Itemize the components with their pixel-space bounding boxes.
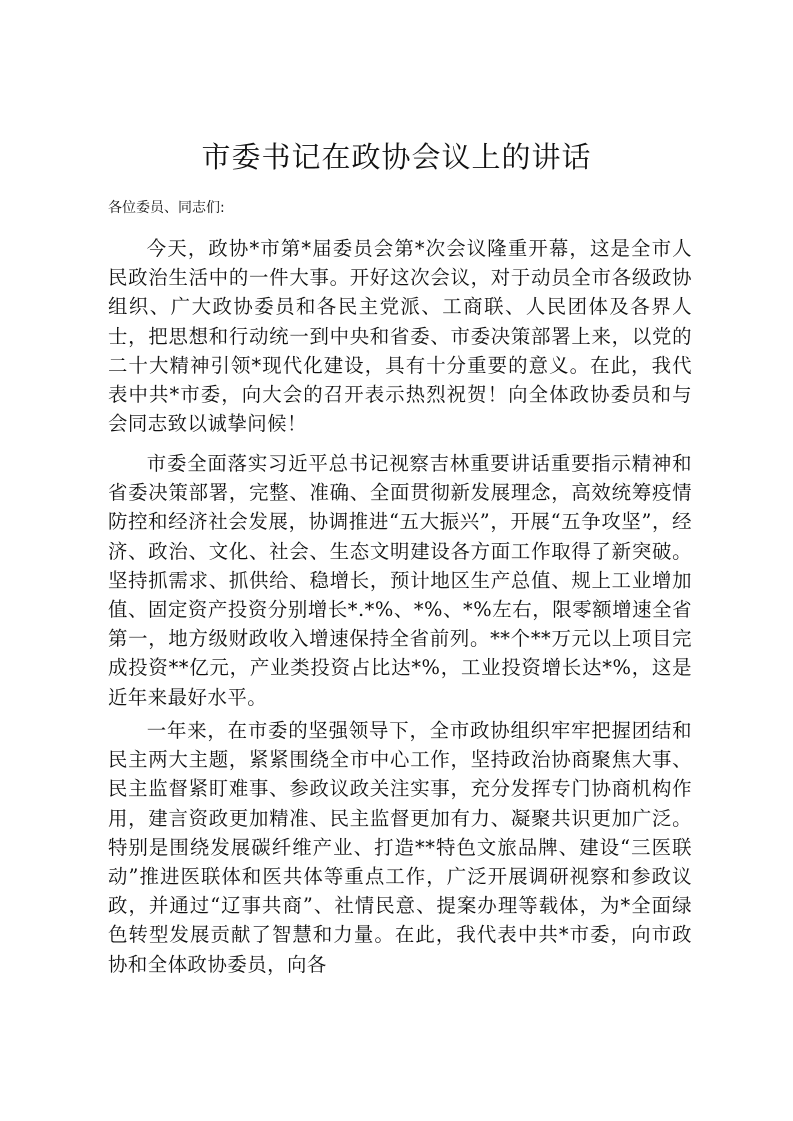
paragraph-3: 一年来，在市委的坚强领导下，全市政协组织牢牢把握团结和民主两大主题，紧紧围绕全市中心工作，坚持政治协商聚焦大事、民主监督紧盯难事、参政议政关注实事，充分发挥专门协商机构作用，建言资政更加精准、民主监督更加有力、凝聚共识更加广泛。特别是围绕发展碳纤维产业、打造**特色文旅品牌、建设“三医联动”推进医联体和医共体等重点工作，广泛开展调研视察和参政议政，并通过“辽事共商”、社情民意、提案办理等载体，为*全面绿色转型发展贡献了智慧和力量。在此，我代表中共*市委，向市政协和全体政协委员，向各 (108, 719, 692, 976)
salutation: 各位委员、同志们: (108, 200, 225, 216)
paragraph-1: 今天，政协*市第*届委员会第*次会议隆重开幕，这是全市人民政治生活中的一件大事。开好这次会议，对于动员全市各级政协组织、广大政协委员和各民主党派、工商联、人民团体及各界人士，把思想和行动统一到中央和省委、市委决策部署上来，以党的二十大精神引领*现代化建设，具有十分重要的意义。在此，我代表中共*市委，向大会的召开表示热烈祝贺！向全体政协委员和与会同志致以诚挚问候！ (108, 237, 692, 436)
document-title: 市委书记在政协会议上的讲话 (201, 140, 592, 174)
paragraph-2: 市委全面落实习近平总书记视察吉林重要讲话重要指示精神和省委决策部署，完整、准确、全面贯彻新发展理念，高效统筹疫情防控和经济社会发展，协调推进“五大振兴”，开展“五争攻坚”，经济、政治、文化、社会、生态文明建设各方面工作取得了新突破。坚持抓需求、抓供给、稳增长，预计地区生产总值、规上工业增加值、固定资产投资分别增长*.*%、*%、*%左右，限零额增速全省第一，地方级财政收入增速保持全省前列。**个**万元以上项目完成投资**亿元，产业类投资占比达*%，工业投资增长达*%，这是近年来最好水平。 (108, 452, 692, 709)
